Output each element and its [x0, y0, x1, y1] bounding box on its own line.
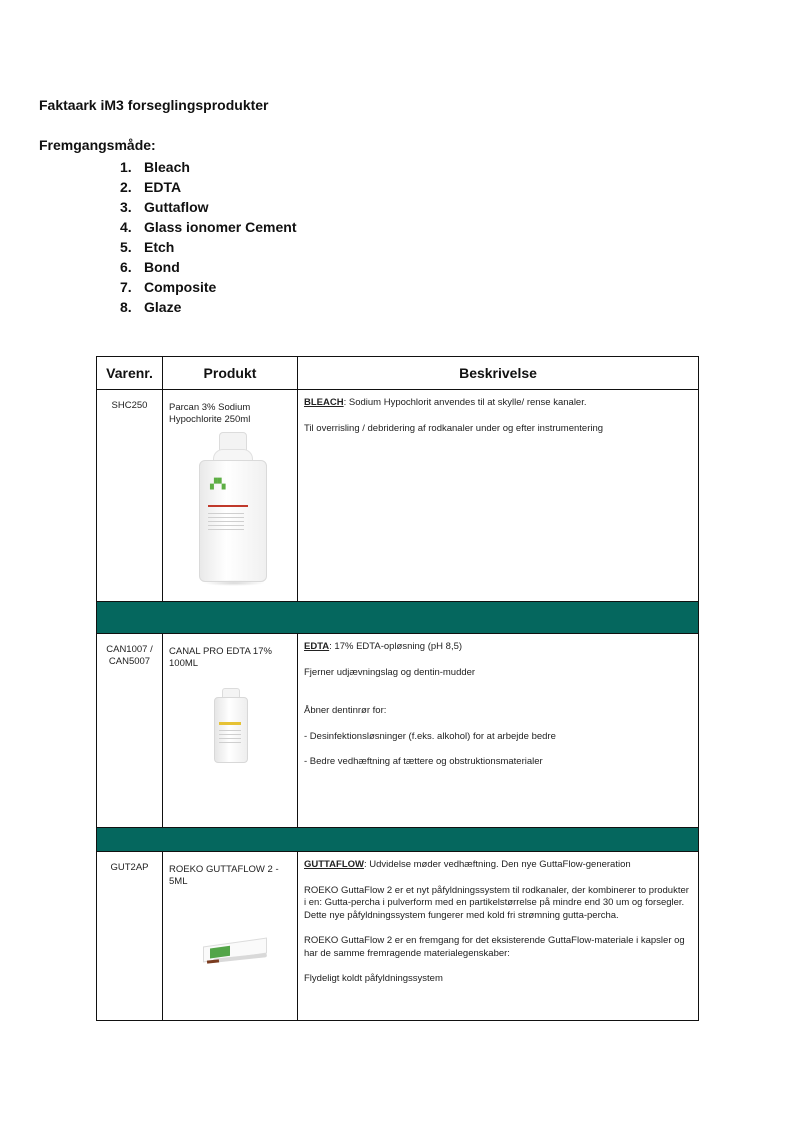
guttaflow-syringe-image	[197, 934, 273, 974]
description-paragraph: - Bedre vedhæftning af tættere og obstruktionsmaterialer	[304, 756, 543, 767]
description-paragraph: Åbner dentinrør for:	[304, 705, 387, 716]
document-title: Faktaark iM3 forseglingsprodukter	[39, 97, 269, 113]
list-item	[120, 237, 297, 257]
description-first-line: : 17% EDTA-opløsning (pH 8,5)	[329, 641, 463, 652]
varenr-cell	[97, 852, 163, 1021]
produkt-cell	[163, 390, 298, 602]
step-label: Bond	[144, 259, 180, 275]
description-paragraph: ROEKO GuttaFlow 2 er et nyt påfyldningssystem til rodkanaler, der kombinerer to produkter i en: Gutta-percha i pulverform med en partikelstørrelse på mindre end 30 um og forsegler. Dette nye påfyldningssystem fungerer med kold fri strømning gutta-percha.	[304, 884, 689, 921]
step-number: 5.	[120, 239, 132, 255]
description-paragraph: Flydeligt koldt påfyldningssystem	[304, 973, 443, 984]
table-separator-row	[97, 828, 699, 852]
description-first-line: : Sodium Hypochlorit anvendes til at skylle/ rense kanaler.	[343, 397, 587, 408]
brand-logo-icon: ▞▚	[210, 479, 226, 490]
varenr-value: GUT2AP	[110, 862, 149, 873]
step-number: 6.	[120, 259, 132, 275]
header-produkt: Produkt	[163, 357, 298, 390]
beskrivelse-cell	[298, 852, 699, 1021]
description-paragraph: ROEKO GuttaFlow 2 er en fremgang for det eksisterende GuttaFlow-materiale i kapsler og har de samme fremragende materialegenskaber:	[304, 935, 685, 959]
list-item	[120, 257, 297, 277]
keyword: GUTTAFLOW	[304, 859, 364, 870]
step-number: 3.	[120, 199, 132, 215]
parcan-bottle-image	[199, 432, 269, 587]
description-paragraph: - Desinfektionsløsninger (f.eks. alkohol) for at arbejde bedre	[304, 730, 556, 742]
list-item	[120, 197, 297, 217]
list-item	[120, 277, 297, 297]
step-number: 8.	[120, 299, 132, 315]
beskrivelse-cell	[298, 390, 699, 602]
beskrivelse-cell	[298, 634, 699, 828]
header-varenr: Varenr.	[97, 357, 163, 390]
step-label: Etch	[144, 239, 175, 255]
step-label: Composite	[144, 279, 217, 295]
description-first-line: : Udvidelse møder vedhæftning. Den nye GuttaFlow-generation	[363, 859, 631, 870]
step-label: Bleach	[144, 159, 190, 175]
table-separator-row	[97, 602, 699, 634]
table-row	[97, 852, 699, 1021]
step-number: 1.	[120, 159, 132, 175]
step-number: 2.	[120, 179, 132, 195]
table-row	[97, 390, 699, 602]
varenr-value: SHC250	[111, 400, 148, 411]
step-label: Glaze	[144, 299, 182, 315]
procedure-heading: Fremgangsmåde:	[39, 137, 156, 153]
step-number: 4.	[120, 219, 132, 235]
step-label: Guttaflow	[144, 199, 209, 215]
product-name: ROEKO GUTTAFLOW 2 - 5ML	[169, 864, 279, 887]
table-row	[97, 634, 699, 828]
canal-pro-bottle-image	[212, 688, 252, 768]
list-item	[120, 217, 297, 237]
varenr-value-secondary: CAN5007	[108, 656, 151, 667]
step-number: 7.	[120, 279, 132, 295]
step-label: EDTA	[144, 179, 182, 195]
product-name: Parcan 3% Sodium Hypochlorite 250ml	[169, 402, 251, 425]
varenr-cell	[97, 634, 163, 828]
product-name: CANAL PRO EDTA 17% 100ML	[169, 646, 272, 669]
varenr-value: CAN1007 /	[106, 644, 153, 655]
keyword: BLEACH	[304, 397, 344, 408]
keyword: EDTA	[304, 641, 330, 652]
step-label: Glass ionomer Cement	[144, 219, 297, 235]
description-paragraph: Til overrisling / debridering af rodkanaler under og efter instrumentering	[304, 422, 604, 434]
table-header-row	[97, 357, 699, 390]
produkt-cell	[163, 634, 298, 828]
product-table	[96, 356, 699, 1021]
procedure-steps-list	[120, 157, 297, 317]
header-beskrivelse: Beskrivelse	[298, 357, 699, 390]
list-item	[120, 157, 297, 177]
description-paragraph: Fjerner udjævningslag og dentin-mudder	[304, 666, 476, 678]
varenr-cell	[97, 390, 163, 602]
produkt-cell	[163, 852, 298, 1021]
list-item	[120, 297, 297, 317]
list-item	[120, 177, 297, 197]
